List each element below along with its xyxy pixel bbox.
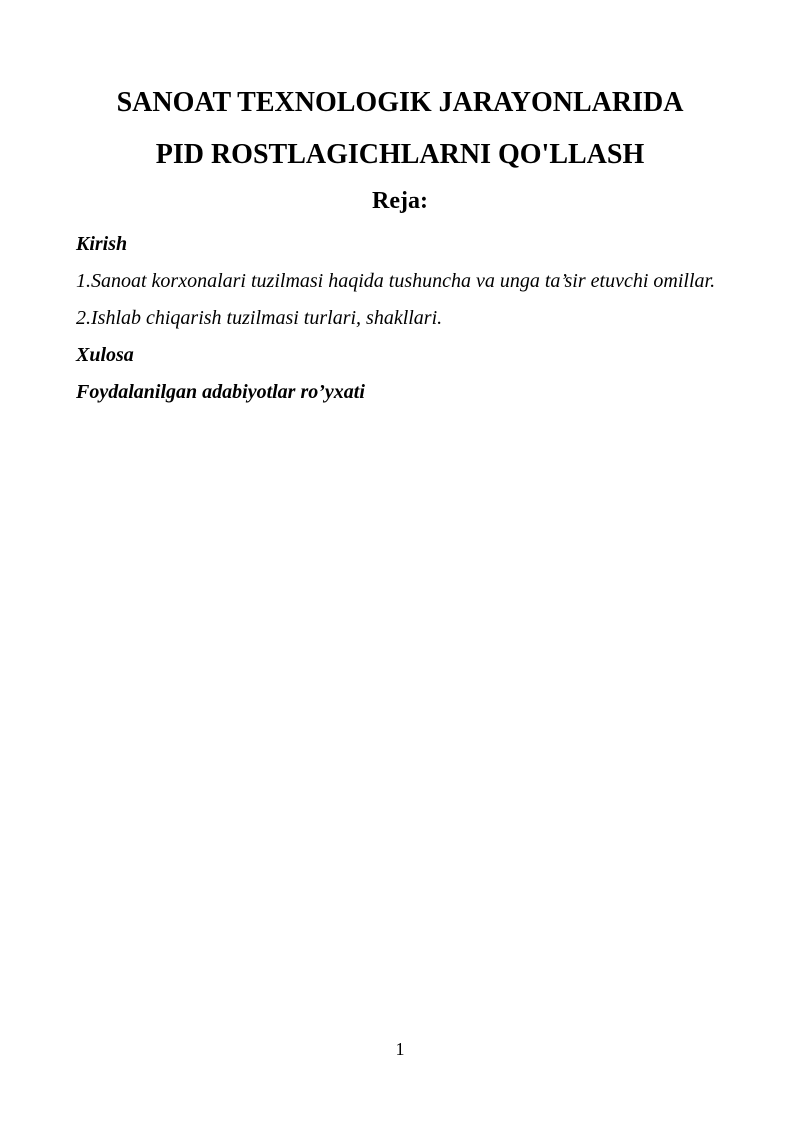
- plan-heading: Reja:: [372, 188, 428, 214]
- plan-item-conclusion: Xulosa: [76, 344, 134, 366]
- page-number: 1: [395, 1039, 405, 1059]
- plan-item-1: 1.Sanoat korxonalari tuzilmasi haqida tushuncha va unga ta’sir etuvchi omillar.: [76, 270, 716, 292]
- document-title-line-2: PID ROSTLAGICHLARNI QO'LLASH: [155, 139, 645, 170]
- plan-item-2: 2.Ishlab chiqarish tuzilmasi turlari, shakllari.: [76, 307, 443, 329]
- plan-item-references: Foydalanilgan adabiyotlar ro’yxati: [76, 381, 365, 403]
- plan-item-intro: Kirish: [76, 233, 128, 255]
- document-title-line-1: SANOAT TEXNOLOGIK JARAYONLARIDA: [116, 87, 684, 118]
- plan-list: [76, 226, 726, 411]
